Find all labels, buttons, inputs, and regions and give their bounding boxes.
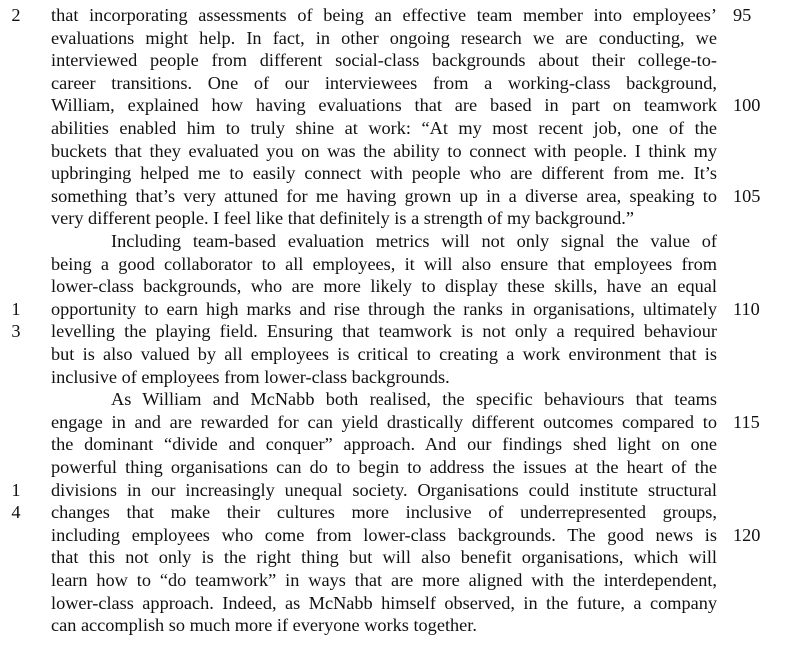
line-number: 110: [733, 298, 760, 319]
text-line: learn how to “do teamwork” in ways that are more aligned with the interdependent,: [51, 570, 717, 590]
text-line: very different people. I feel like that definitely is a strength of my background.”: [51, 208, 634, 229]
text-line: opportunity to earn high marks and rise through the ranks in organisations, ultimately: [51, 298, 717, 319]
text-line: engage in and are rewarded for can yield drastically different outcomes compared to: [51, 411, 717, 432]
line-number: 120: [733, 524, 761, 545]
text-line: the dominant “divide and conquer” approach. And our findings shed light on one: [51, 434, 717, 455]
line-number: 100: [733, 95, 761, 116]
text-line: abilities enabled him to truly shine at work: “At my most recent job, one of the: [51, 118, 717, 138]
text-line: but is also valued by all employees is critical to creating a work environment that is: [51, 344, 717, 364]
text-line: that incorporating assessments of being an effective team member into employees’: [51, 5, 717, 25]
text-line: powerful thing organisations can do to begin to address the issues at the heart of the: [51, 457, 717, 477]
margin-number: 3: [11, 321, 21, 342]
text-line: lower-class approach. Indeed, as McNabb himself observed, in the future, a company: [51, 592, 717, 613]
text-line: levelling the playing field. Ensuring that teamwork is not only a required behaviour: [51, 321, 717, 342]
line-number: 115: [733, 411, 760, 432]
text-line: being a good collaborator to all employees, it will also ensure that employees from: [51, 253, 717, 274]
text-line: lower-class backgrounds, who are more likely to display these skills, have an equal: [51, 276, 717, 297]
margin-number: 4: [11, 502, 21, 523]
margin-number: 1: [11, 479, 21, 500]
margin-number: 2: [11, 5, 21, 25]
text-line: including employees who come from lower-class backgrounds. The good news is: [51, 524, 717, 545]
text-line: changes that make their cultures more inclusive of underrepresented groups,: [51, 502, 717, 523]
margin-number: 1: [11, 298, 21, 319]
paragraph-first-line: As William and McNabb both realised, the specific behaviours that teams: [111, 389, 717, 410]
text-line: evaluations might help. In fact, in other ongoing research we are conducting, we: [51, 27, 717, 48]
text-line: career transitions. One of our interviewees from a working-class background,: [51, 72, 717, 93]
text-line: that this not only is the right thing but will also benefit organisations, which will: [51, 547, 717, 568]
text-line: upbringing helped me to easily connect with people who are different from me. It’s: [51, 163, 717, 184]
text-line: something that’s very attuned for me having grown up in a diverse area, speaking to: [51, 185, 717, 206]
text-line: interviewed people from different social-class backgrounds about their college-to-: [51, 50, 717, 71]
text-line: can accomplish so much more if everyone works together.: [51, 615, 477, 636]
line-number: 95: [733, 5, 752, 25]
text-line: buckets that they evaluated you on was the ability to connect with people. I think my: [51, 140, 717, 161]
text-line: inclusive of employees from lower-class backgrounds.: [51, 366, 450, 387]
paragraph-first-line: Including team-based evaluation metrics will not only signal the value of: [111, 231, 717, 251]
text-line: divisions in our increasingly unequal society. Organisations could institute structural: [51, 479, 717, 500]
line-number: 105: [733, 185, 761, 206]
text-line: William, explained how having evaluations that are based in part on teamwork: [51, 95, 717, 116]
